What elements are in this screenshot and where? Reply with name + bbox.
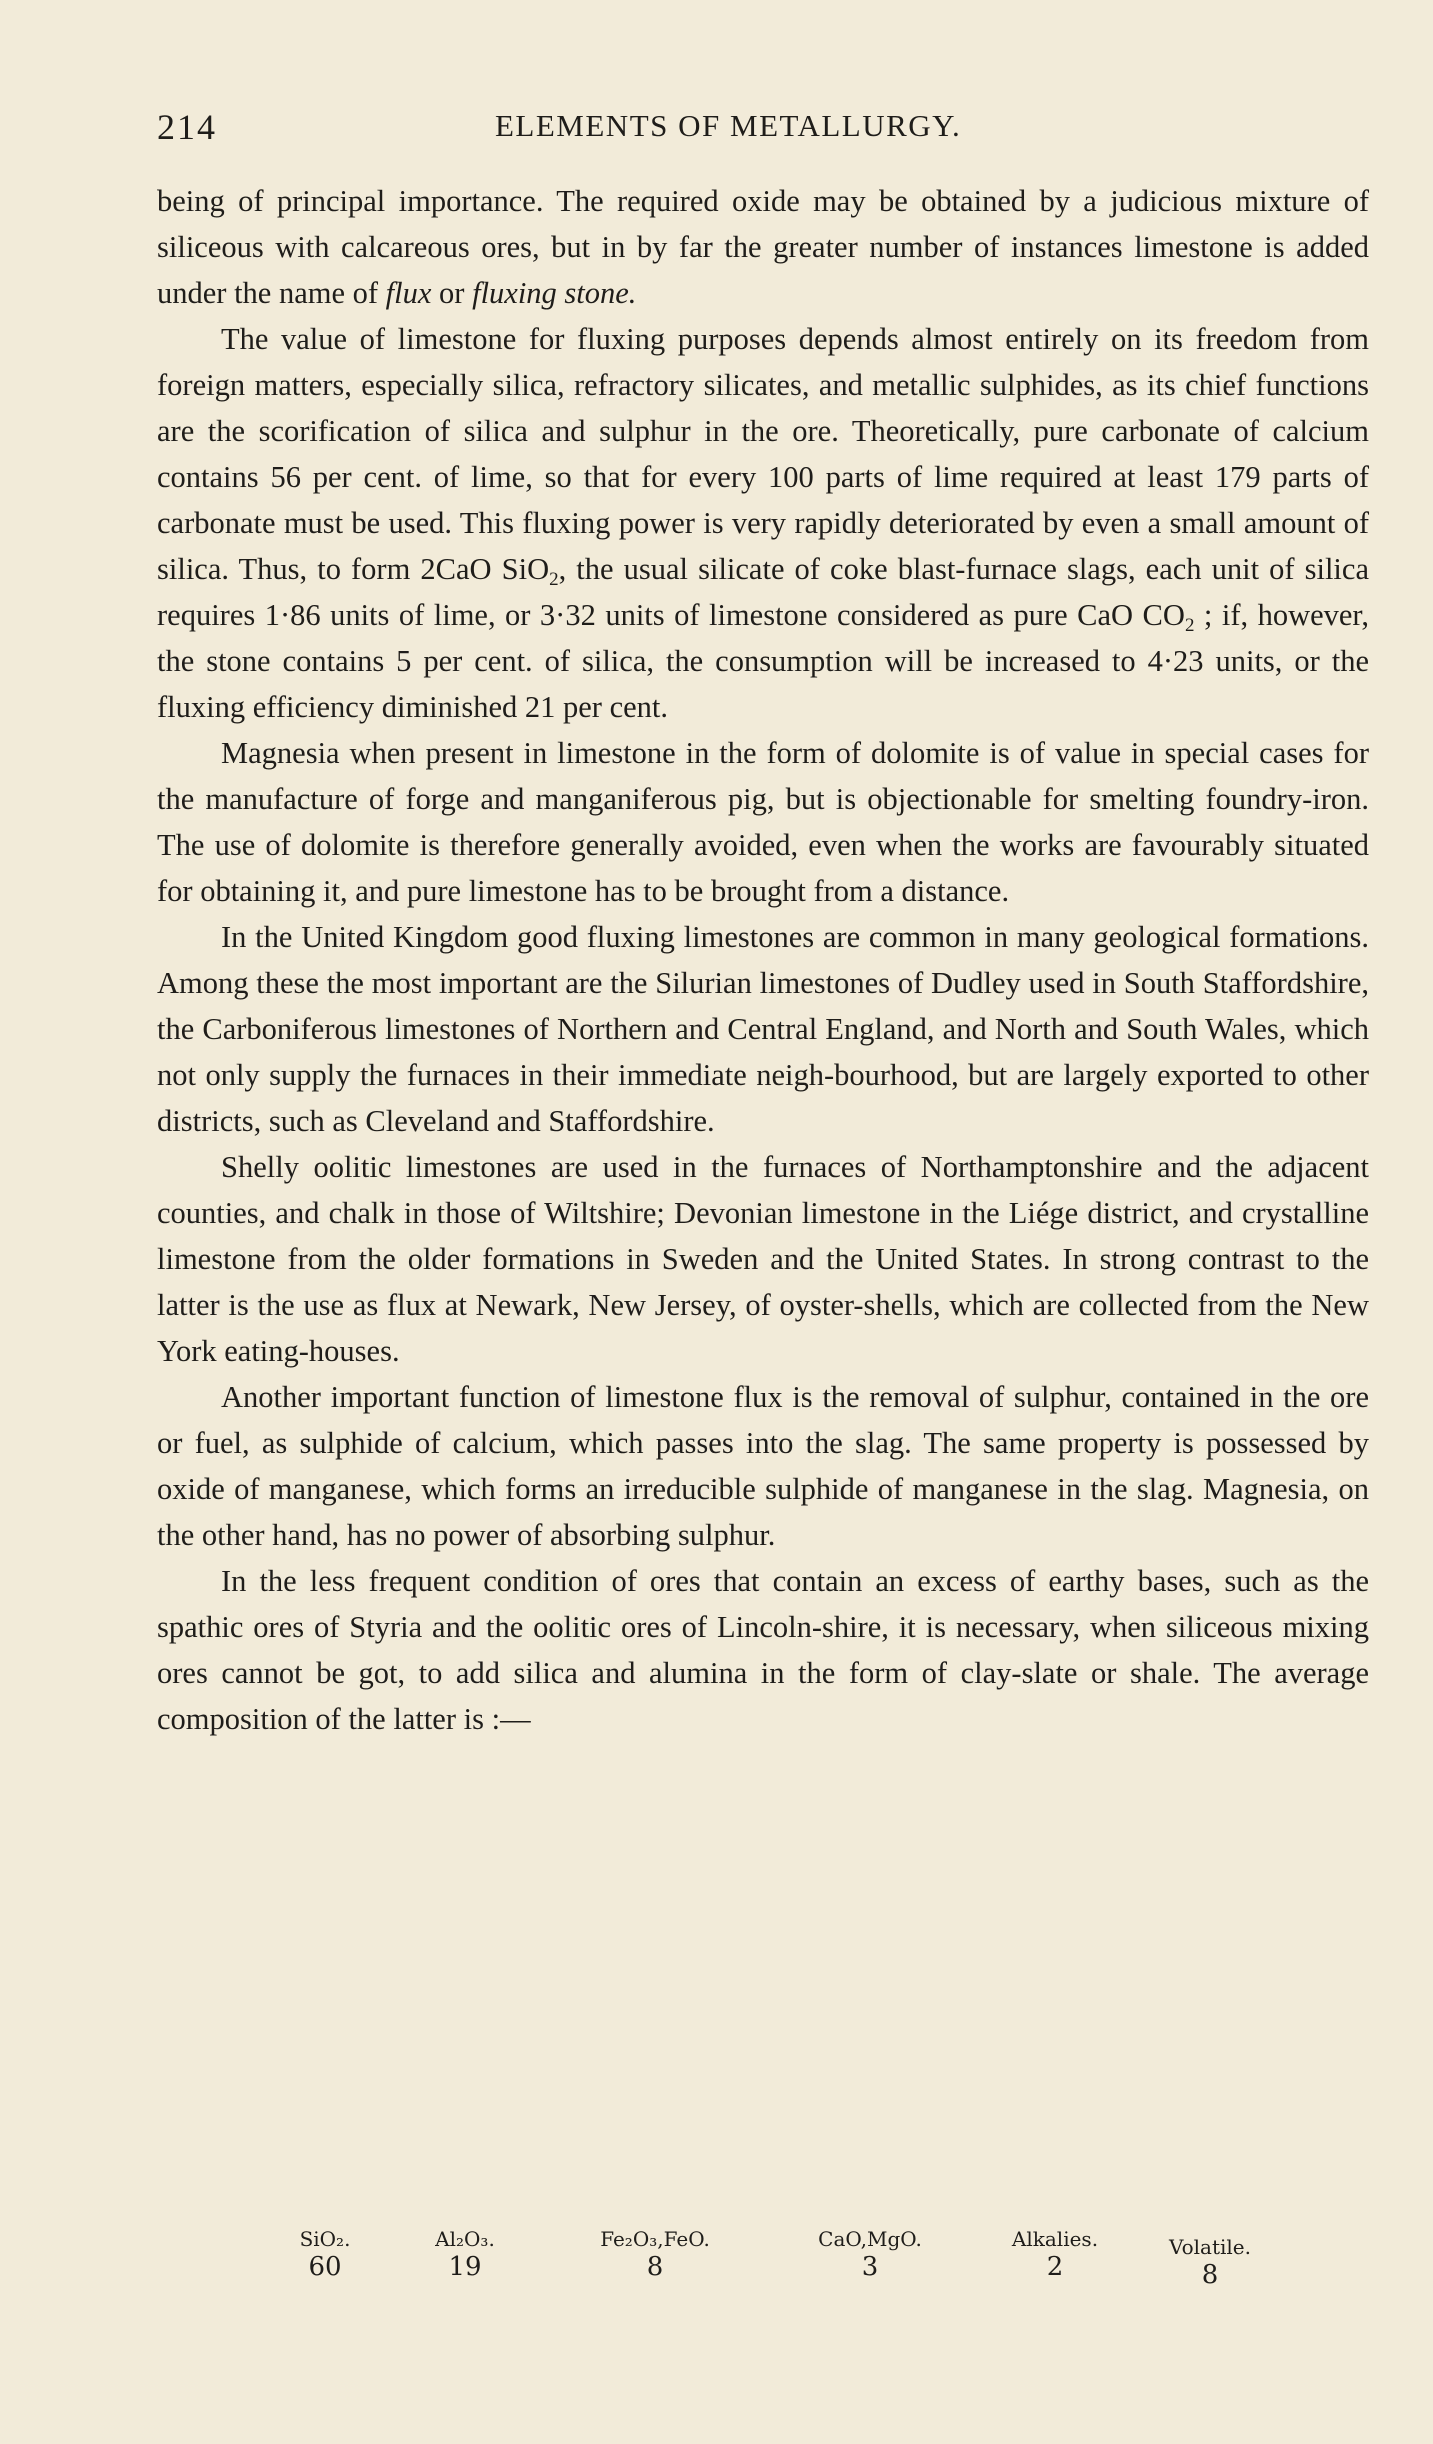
composition-header: CaO,MgO. — [818, 2227, 922, 2251]
composition-header: Fe₂O₃,FeO. — [600, 2227, 710, 2251]
paragraph-text: The value of limestone for fluxing purposes depends almost entirely on its freedom from foreign matters, especially silica, refractory silicates, and metallic sulphides, as its chief functions are the scorification of silica and sulphur in the ore. Theoretically, pure carbonate of calcium contains 56 per cent. of lime, so that for every 100 parts of lime required at least 179 parts of carbonate must be used. This fluxing power is very rapidly deteriorated by even a small amount of silica. Thus, to form 2CaO SiO — [157, 322, 1369, 586]
composition-column — [790, 2226, 950, 2282]
composition-column — [270, 2226, 380, 2282]
subscript: 2 — [1184, 615, 1195, 636]
composition-header: Al₂O₃. — [435, 2227, 495, 2251]
paragraph-shelly-oolitic: Shelly oolitic limestones are used in the furnaces of Northamptonshire and the adjacent counties, and chalk in those of Wiltshire; Devonian limestone in the Liége district, and crystalline limestone from the older formations in Sweden and the United States. In strong contrast to the latter is the use as flux at Newark, New Jersey, of oyster-shells, which are collected from the New York eating-houses. — [157, 1150, 1369, 1368]
italic-term-fluxing-stone: fluxing stone. — [472, 276, 637, 310]
italic-term-flux: flux — [385, 276, 432, 310]
composition-column — [400, 2226, 530, 2282]
composition-value: 3 — [861, 2252, 879, 2282]
composition-value: 60 — [308, 2252, 342, 2282]
paragraph-sulphur-removal: Another important function of limestone flux is the removal of sulphur, contained in the ore or fuel, as sulphide of calcium, which passes into the slag. The same property is possessed by oxide of manganese, which forms an irreducible sulphide of manganese in the slag. Magnesia, on the other hand, has no power of absorbing sulphur. — [157, 1380, 1369, 1552]
composition-value: 8 — [1201, 2260, 1219, 2290]
paragraph-magnesia: Magnesia when present in limestone in the form of dolomite is of value in special cases for the manufacture of forge and manganiferous pig, but is objectionable for smelting foundry-iron. The use of dolomite is therefore generally avoided, even when the works are favourably situated for obtaining it, and pure limestone has to be brought from a distance. — [157, 736, 1369, 908]
paragraph-united-kingdom: In the United Kingdom good fluxing limestones are common in many geological formations. Among these the most important are the Silurian limestones of Dudley used in South Staffordshire, the Carboniferous limestones of Northern and Central England, and North and South Wales, which not only supply the furnaces in their immediate neigh-bourhood, but are largely exported to other districts, such as Cleveland and Staffordshire. — [157, 920, 1369, 1138]
paragraph-earthy-bases: In the less frequent condition of ores that contain an excess of earthy bases, such as the spathic ores of Styria and the oolitic ores of Lincoln-shire, it is necessary, when siliceous mixing ores cannot be got, to add silica and alumina in the form of clay-slate or shale. The average composition of the latter is :— — [157, 1564, 1369, 1736]
composition-header: Alkalies. — [1011, 2227, 1099, 2251]
composition-column — [570, 2226, 740, 2282]
composition-table — [270, 2226, 1290, 2306]
composition-column — [985, 2226, 1125, 2282]
paragraph-text: , the usual silicate of coke blast-furnace slags, each unit of silica requires 1·86 units of lime, or 3·32 units of limestone considered as pure CaO CO — [157, 552, 1369, 632]
body-text — [157, 178, 1369, 1742]
composition-header: Volatile. — [1169, 2235, 1251, 2259]
composition-column — [1140, 2234, 1280, 2290]
paragraph-limestone-value — [157, 316, 1369, 730]
page-header — [157, 106, 1367, 156]
paragraph-text: being of principal importance. The required oxide may be obtained by a judicious mixture of siliceous with calcareous ores, but in by far the greater number of instances limestone is added under the name of — [157, 184, 1369, 310]
composition-value: 2 — [1046, 2252, 1064, 2282]
running-title: ELEMENTS OF METALLURGY. — [495, 108, 962, 143]
page-number: 214 — [157, 107, 217, 147]
composition-value: 19 — [448, 2252, 482, 2282]
paragraph-text: or — [431, 276, 473, 310]
composition-header: SiO₂. — [299, 2227, 351, 2251]
paragraph-text: ; if, however, the stone contains 5 per cent. of silica, the consumption will be increased to 4·23 units, or the fluxing efficiency diminished 21 per cent. — [157, 598, 1369, 724]
composition-value: 8 — [646, 2252, 664, 2282]
paragraph-continuation — [157, 178, 1369, 316]
subscript: 2 — [549, 569, 559, 590]
